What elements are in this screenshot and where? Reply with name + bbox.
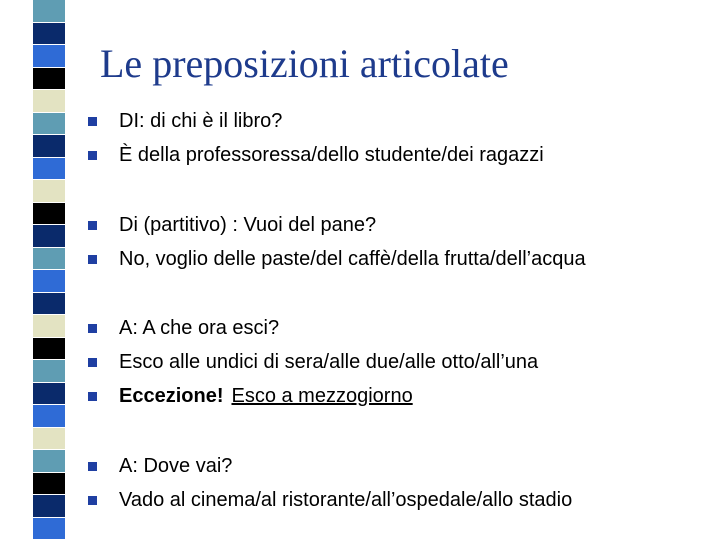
stripe-block [33,360,65,383]
bullet-line [88,452,232,480]
bullet-text: A: Dove vai? [119,454,233,477]
stripe-block [33,383,65,406]
bullet-line [88,245,586,273]
stripe-block [33,0,65,23]
stripe-block [33,90,65,113]
stripe-block [33,495,65,518]
stripe-block [33,293,65,316]
stripe-block [33,473,65,496]
square-bullet-icon [88,151,97,160]
stripe-block [33,68,65,91]
stripe-block [33,270,65,293]
stripe-block [33,518,65,540]
stripe-block [33,113,65,136]
square-bullet-icon [88,462,97,471]
bullet-line [88,141,544,169]
slide-title: Le preposizioni articolate [100,41,509,86]
bullet-text: Vado al cinema/al ristorante/all’ospedale/allo stadio [119,488,573,511]
exception-label: Eccezione! [119,384,224,407]
square-bullet-icon [88,392,97,401]
bullet-text: Esco alle undici di sera/alle due/alle otto/all’una [119,350,539,373]
exception-text: Esco a mezzogiorno [231,384,413,407]
stripe-block [33,203,65,226]
square-bullet-icon [88,255,97,264]
stripe-block [33,338,65,361]
stripe-block [33,248,65,271]
stripe-block [33,158,65,181]
bullet-line [88,314,279,342]
bullet-text: Di (partitivo) : Vuoi del pane? [119,213,377,236]
bullet-text: A: A che ora esci? [119,316,280,339]
stripe-block [33,315,65,338]
square-bullet-icon [88,117,97,126]
bullet-line [88,348,538,376]
stripe-block [33,135,65,158]
bullet-line [88,211,376,239]
square-bullet-icon [88,324,97,333]
bullet-line [88,486,572,514]
square-bullet-icon [88,358,97,367]
stripe-block [33,428,65,451]
stripe-block [33,450,65,473]
bullet-line [88,382,413,410]
stripe-block [33,225,65,248]
square-bullet-icon [88,221,97,230]
stripe-block [33,180,65,203]
bullet-line [88,107,282,135]
square-bullet-icon [88,496,97,505]
stripe-block [33,23,65,46]
stripe-block [33,405,65,428]
bullet-text: DI: di chi è il libro? [119,109,283,132]
bullet-text: È della professoressa/dello studente/dei ragazzi [119,143,544,166]
decorative-stripe [33,0,65,540]
stripe-block [33,45,65,68]
bullet-text: No, voglio delle paste/del caffè/della frutta/dell’acqua [119,247,586,270]
